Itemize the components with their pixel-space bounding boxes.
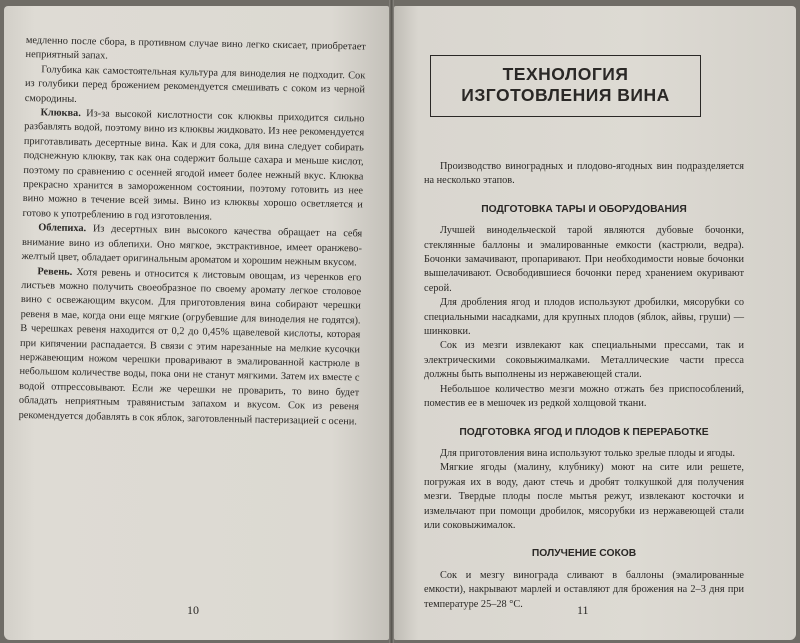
paragraph: Лучшей винодельческой тарой являются дубовые бочонки, стеклянные баллоны и эмалированные емкости (кастрюли, ведра). Бочонки замачивают, пропаривают. При необходимости новые бочонки вышелачивают. Освободившиеся бочонки перед хранением окуривают серой. [424,225,744,294]
paragraph: Сок и мезгу винограда сливают в баллоны (эмалированные емкости), накрывают марлей и оставляют для брожения на 2–3 дня при температуре 25–28 °С. [424,569,744,610]
paragraph: Для приготовления вина используют только зрелые плоды и ягоды. [440,447,735,459]
left-page-text [19,34,366,429]
intro-paragraph: Производство виноградных и плодово-ягодных вин подразделяется на несколько этапов. [424,161,744,187]
book-spine [389,0,394,643]
paragraph: Клюква. Из-за высокой кислотности сок клюквы приходится сильно разбавлять водой, поэтому вино из клюквы жидковато. Из нее рекомендуется приготавливать десертные вина. Как и для сока, для вина следует собирать подснежную клюкву, так как она содержит больше сахара и меньше кислот, поэтому по сравнению с осенней ягодой имеет более нежный вкус. Клюква прекрасно хранится в замороженном состоянии, поэтому готовить из нее вино можно в течение всей зимы. Вино из клюквы хорошо осветляется и готово к употреблению в год изготовления. [22,107,365,223]
paragraph: Ревень. Хотя ревень и относится к листовым овощам, из черенков его листьев можно получить своеобразное по своему аромату легкое столовое вино с освежающим вкусом. Для приготовления вина собирают черешки ревеня в мае, когда они еще мягкие (огрубевшие для виноделия не годятся). В черешках ревеня находится от 0,2 до 0,45% щавелевой кислоты, которая при кипячении распадается. В связи с этим нарезанные на мелкие кусочки нержавеющим ножом черешки проваривают в эмалированной кастрюле в небольшом количестве воды, пока они не станут мягкими. Затем их вместе с водой отпрессовывают. Если же черешки не проварить, то вино будет обладать неприятным травянистым запахом и вкусом. Сок из ревеня рекомендуется добавлять в сок яблок, заготовленный пастеризацией с осени. [18,265,362,427]
term-heading: Облепиха. [38,222,87,235]
page-number-right: 11 [577,603,589,617]
section-heading: ПОДГОТОВКА ЯГОД И ПЛОДОВ К ПЕРЕРАБОТКЕ [459,426,709,438]
term-heading: Ревень. [37,265,73,278]
paragraph: Мягкие ягоды (малину, клубнику) моют на сите или решете, погружая их в воду, дают стечь и дробят толкушкой для получения мезги. Твердые плоды после мытья режут, извлекают косточки и измельчают при помощи дробилок, мясорубки из нержавеющей стали или соковыжималок. [424,462,744,531]
paragraph: Сок из мезги извлекают как специальными прессами, так и электрическими соковыжималками. Металлические части пресса должны быть выполнены из нержавеющей стали. [424,340,744,381]
section-heading: ПОЛУЧЕНИЕ СОКОВ [531,548,637,560]
section-heading: ПОДГОТОВКА ТАРЫ И ОБОРУДОВАНИЯ [481,203,687,215]
chapter-title: ТЕХНОЛОГИЯ ИЗГОТОВЛЕНИЯ ВИНА [461,64,670,105]
paragraph: Облепиха. Из десертных вин высокого качества обращает на себя внимание вино из облепихи. Оно мягкое, экстрактивное, имеет оранжево-желтый цвет, обладает оригинальным ароматом и хорошим нежным вкусом. [21,222,363,269]
paragraph: Небольшое количество мезги можно отжать без приспособлений, поместив ее в мешочек из редкой холщовой ткани. [424,383,744,410]
page-number-left: 10 [187,603,199,617]
term-heading: Клюква. [40,107,81,120]
paragraph: Голубика как самостоятельная культура для виноделия не подходит. Сок из голубики перед брожением рекомендуется смешивать с соком из черной смородины. [24,64,366,105]
paragraph: медленно после сбора, в противном случае вино легко скисает, приобретает неприятный запах. [25,34,366,62]
paragraph: Для дробления ягод и плодов используют дробилки, мясорубки со специальными насадками, для крупных плодов (яблок, айвы, груши) — шинковки. [424,297,744,338]
chapter-title-box [430,55,701,117]
right-page-text [424,160,744,612]
